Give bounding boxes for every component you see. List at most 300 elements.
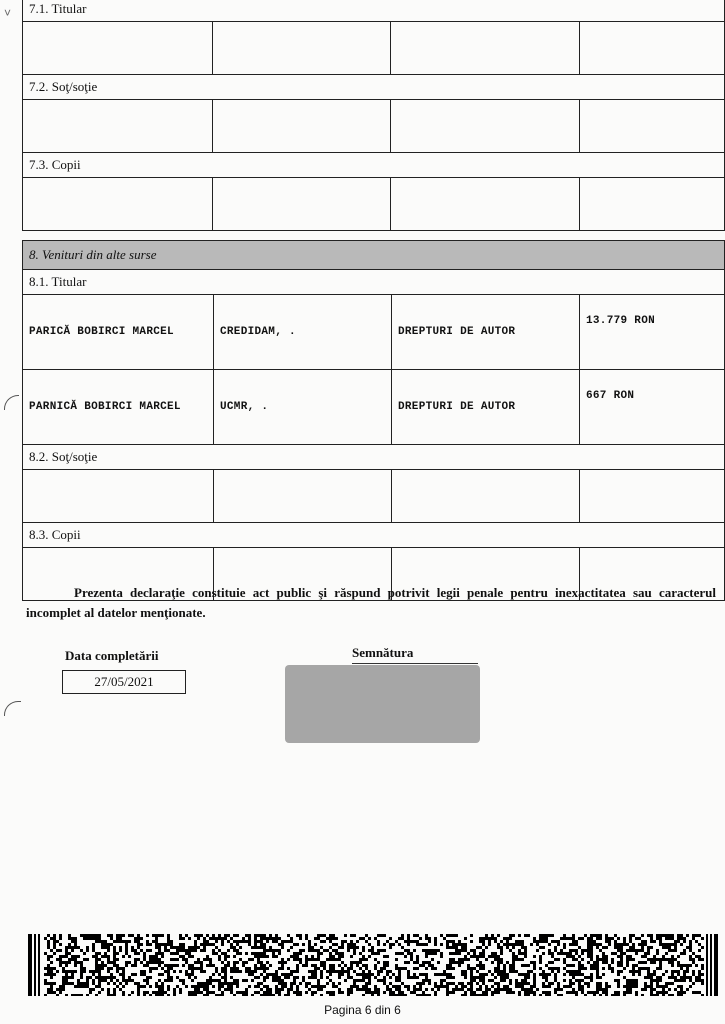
barcode-module xyxy=(620,946,623,949)
hole-punch-mark xyxy=(4,701,21,716)
barcode-module xyxy=(212,934,215,937)
barcode-module xyxy=(629,991,632,994)
barcode-module xyxy=(473,952,476,955)
barcode-module xyxy=(449,991,452,994)
barcode-module xyxy=(362,946,365,949)
barcode-module xyxy=(107,982,110,985)
barcode-module xyxy=(650,976,653,979)
barcode-module xyxy=(677,961,680,964)
barcode-module xyxy=(47,943,50,946)
barcode-module xyxy=(632,979,635,982)
barcode-module xyxy=(248,940,251,943)
barcode-module xyxy=(62,985,65,988)
barcode-module xyxy=(347,991,350,994)
barcode-module xyxy=(119,973,122,976)
barcode-module xyxy=(467,982,470,985)
barcode-module xyxy=(596,934,599,937)
barcode-module xyxy=(155,961,158,964)
barcode-module xyxy=(185,985,188,988)
barcode-module xyxy=(245,994,248,996)
barcode-module xyxy=(497,955,500,958)
barcode-module xyxy=(542,940,545,943)
barcode-module xyxy=(107,994,110,996)
barcode-module xyxy=(236,934,239,937)
barcode-module xyxy=(188,973,191,976)
barcode-module xyxy=(506,991,509,994)
barcode-module xyxy=(272,955,275,958)
barcode-module xyxy=(488,955,491,958)
barcode-module xyxy=(569,973,572,976)
barcode-module xyxy=(395,976,398,979)
barcode-module xyxy=(77,961,80,964)
barcode-module xyxy=(608,985,611,988)
barcode-module xyxy=(77,985,80,988)
barcode-module xyxy=(221,970,224,973)
barcode-module xyxy=(317,985,320,988)
barcode-module xyxy=(572,943,575,946)
barcode-module xyxy=(263,976,266,979)
barcode-module xyxy=(197,985,200,988)
barcode-module xyxy=(512,991,515,994)
barcode-module xyxy=(452,976,455,979)
barcode-module xyxy=(347,967,350,970)
barcode-module xyxy=(140,973,143,976)
barcode-module xyxy=(410,958,413,961)
barcode-module xyxy=(161,973,164,976)
barcode-module xyxy=(350,934,353,937)
barcode-module xyxy=(656,958,659,961)
barcode-module xyxy=(323,940,326,943)
barcode-module xyxy=(200,949,203,952)
barcode-module xyxy=(680,952,683,955)
section7-table xyxy=(22,0,725,231)
barcode-module xyxy=(482,994,485,996)
barcode-module xyxy=(578,985,581,988)
barcode-module xyxy=(221,985,224,988)
barcode-module xyxy=(182,955,185,958)
barcode-module xyxy=(686,988,689,991)
barcode-module xyxy=(146,961,149,964)
barcode-module xyxy=(524,976,527,979)
barcode-module xyxy=(215,952,218,955)
barcode-module xyxy=(635,985,638,988)
barcode-module xyxy=(701,964,704,967)
barcode-module xyxy=(392,985,395,988)
barcode-module xyxy=(209,937,212,940)
barcode-module xyxy=(98,973,101,976)
barcode-module xyxy=(419,973,422,976)
barcode-module xyxy=(557,952,560,955)
barcode-module xyxy=(482,991,485,994)
barcode-module xyxy=(401,991,404,994)
barcode-module xyxy=(551,955,554,958)
barcode-module xyxy=(119,937,122,940)
barcode-module xyxy=(500,958,503,961)
barcode-module xyxy=(593,994,596,996)
barcode-module xyxy=(176,946,179,949)
barcode-module xyxy=(302,949,305,952)
barcode-module xyxy=(458,949,461,952)
barcode-module xyxy=(326,991,329,994)
barcode-module xyxy=(131,934,134,937)
barcode-module xyxy=(617,994,620,996)
barcode-module xyxy=(281,985,284,988)
barcode-module xyxy=(440,979,443,982)
barcode-module xyxy=(194,991,197,994)
barcode-module xyxy=(557,970,560,973)
barcode-module xyxy=(527,982,530,985)
barcode-module xyxy=(494,991,497,994)
barcode-module xyxy=(107,991,110,994)
barcode-module xyxy=(470,967,473,970)
barcode-module xyxy=(578,961,581,964)
barcode-module xyxy=(179,991,182,994)
barcode-module xyxy=(674,940,677,943)
barcode-module xyxy=(461,985,464,988)
barcode-module xyxy=(62,982,65,985)
barcode-module xyxy=(260,940,263,943)
barcode-module xyxy=(446,964,449,967)
barcode-module xyxy=(101,940,104,943)
barcode-module xyxy=(509,982,512,985)
barcode-module xyxy=(440,934,443,937)
barcode-module xyxy=(359,937,362,940)
barcode-module xyxy=(671,934,674,937)
barcode-module xyxy=(578,979,581,982)
barcode-module xyxy=(629,946,632,949)
barcode-module xyxy=(59,943,62,946)
barcode-module xyxy=(206,940,209,943)
barcode-module xyxy=(173,991,176,994)
barcode-module xyxy=(206,943,209,946)
barcode-module xyxy=(389,994,392,996)
barcode-module xyxy=(671,994,674,996)
barcode-module xyxy=(269,991,272,994)
barcode-module xyxy=(494,967,497,970)
barcode-module xyxy=(377,961,380,964)
barcode-module xyxy=(425,955,428,958)
barcode-module xyxy=(518,991,521,994)
barcode-module xyxy=(515,940,518,943)
barcode-module xyxy=(698,973,701,976)
barcode-module xyxy=(152,934,155,937)
barcode-module xyxy=(167,943,170,946)
barcode-module xyxy=(470,982,473,985)
barcode-module xyxy=(602,967,605,970)
barcode-module xyxy=(677,934,680,937)
barcode-module xyxy=(233,982,236,985)
barcode-module xyxy=(554,958,557,961)
barcode-module xyxy=(512,970,515,973)
barcode-module xyxy=(545,991,548,994)
barcode-module xyxy=(596,961,599,964)
barcode-module xyxy=(671,973,674,976)
barcode-module xyxy=(470,976,473,979)
barcode-module xyxy=(596,970,599,973)
barcode-module xyxy=(629,985,632,988)
barcode-module xyxy=(107,949,110,952)
barcode-module xyxy=(446,994,449,996)
barcode-module xyxy=(233,955,236,958)
blank-row xyxy=(23,22,725,75)
barcode-module xyxy=(218,979,221,982)
barcode-module xyxy=(392,973,395,976)
barcode-module xyxy=(77,994,80,996)
barcode-module xyxy=(179,988,182,991)
barcode-module xyxy=(668,934,671,937)
barcode-module xyxy=(566,985,569,988)
barcode-module xyxy=(143,985,146,988)
barcode-module xyxy=(56,958,59,961)
barcode-module xyxy=(464,955,467,958)
barcode-module xyxy=(227,982,230,985)
barcode-module xyxy=(452,982,455,985)
barcode-module xyxy=(170,946,173,949)
barcode-module xyxy=(341,973,344,976)
barcode-module xyxy=(188,952,191,955)
barcode-module xyxy=(230,985,233,988)
barcode-module xyxy=(317,952,320,955)
barcode-module xyxy=(368,982,371,985)
barcode-module xyxy=(686,964,689,967)
barcode-module xyxy=(59,991,62,994)
barcode-module xyxy=(212,937,215,940)
barcode-module xyxy=(68,943,71,946)
barcode-module xyxy=(413,991,416,994)
barcode-module xyxy=(215,967,218,970)
barcode-module xyxy=(188,967,191,970)
barcode-module xyxy=(197,988,200,991)
barcode-module xyxy=(461,961,464,964)
barcode-module xyxy=(341,943,344,946)
barcode-module xyxy=(647,958,650,961)
barcode-module xyxy=(503,979,506,982)
barcode-module xyxy=(287,976,290,979)
barcode-module xyxy=(335,949,338,952)
barcode-module xyxy=(698,934,701,937)
barcode-module xyxy=(569,991,572,994)
barcode-module xyxy=(482,940,485,943)
barcode-module xyxy=(530,961,533,964)
barcode-module xyxy=(245,988,248,991)
barcode-module xyxy=(509,979,512,982)
barcode-module xyxy=(296,952,299,955)
barcode-module xyxy=(620,970,623,973)
barcode-module xyxy=(176,964,179,967)
barcode-module xyxy=(428,940,431,943)
barcode-module xyxy=(320,976,323,979)
barcode-module xyxy=(317,988,320,991)
barcode-module xyxy=(350,946,353,949)
barcode-module xyxy=(146,964,149,967)
barcode-module xyxy=(272,937,275,940)
barcode-module xyxy=(134,973,137,976)
barcode-module xyxy=(500,952,503,955)
barcode-module xyxy=(218,988,221,991)
barcode-module xyxy=(113,988,116,991)
barcode-module xyxy=(350,985,353,988)
barcode-module xyxy=(80,994,83,996)
barcode-module xyxy=(383,961,386,964)
barcode-module xyxy=(338,976,341,979)
barcode-module xyxy=(539,973,542,976)
barcode-module xyxy=(446,934,449,937)
barcode-module xyxy=(617,964,620,967)
barcode-module xyxy=(131,949,134,952)
barcode-module xyxy=(203,937,206,940)
barcode-module xyxy=(323,964,326,967)
barcode-module xyxy=(434,994,437,996)
barcode-module xyxy=(674,949,677,952)
barcode-module xyxy=(161,955,164,958)
barcode-module xyxy=(362,955,365,958)
barcode-module xyxy=(671,943,674,946)
barcode-module xyxy=(266,985,269,988)
barcode-module xyxy=(533,955,536,958)
barcode-module xyxy=(269,988,272,991)
barcode-module xyxy=(482,937,485,940)
barcode-module xyxy=(404,955,407,958)
barcode-module xyxy=(473,967,476,970)
barcode-module xyxy=(122,955,125,958)
barcode-module xyxy=(179,949,182,952)
barcode-module xyxy=(596,964,599,967)
barcode-module xyxy=(110,943,113,946)
barcode-module xyxy=(236,970,239,973)
barcode-module xyxy=(593,991,596,994)
barcode-module xyxy=(209,991,212,994)
barcode-module xyxy=(53,973,56,976)
barcode-module xyxy=(617,955,620,958)
barcode-module xyxy=(551,934,554,937)
barcode-module xyxy=(167,994,170,996)
barcode-module xyxy=(467,964,470,967)
barcode-module xyxy=(665,934,668,937)
barcode-module xyxy=(245,934,248,937)
barcode-module xyxy=(281,940,284,943)
holder-name: PARICĂ BOBIRCI MARCEL xyxy=(23,295,214,370)
barcode-module xyxy=(137,940,140,943)
barcode-module xyxy=(275,940,278,943)
barcode-module xyxy=(626,985,629,988)
barcode-module xyxy=(350,961,353,964)
barcode-module xyxy=(689,943,692,946)
barcode-module xyxy=(383,991,386,994)
barcode-module xyxy=(401,946,404,949)
barcode-module xyxy=(386,973,389,976)
blank-row xyxy=(23,178,725,231)
barcode-module xyxy=(644,988,647,991)
barcode-module xyxy=(533,979,536,982)
barcode-module xyxy=(305,934,308,937)
barcode-module xyxy=(233,946,236,949)
barcode-module xyxy=(230,946,233,949)
barcode-module xyxy=(614,940,617,943)
barcode-module xyxy=(689,949,692,952)
barcode-module xyxy=(644,955,647,958)
barcode-module xyxy=(320,961,323,964)
barcode-module xyxy=(272,949,275,952)
barcode-module xyxy=(263,934,266,937)
barcode-module xyxy=(224,967,227,970)
barcode-module xyxy=(497,958,500,961)
barcode-module xyxy=(257,952,260,955)
barcode-module xyxy=(44,952,47,955)
barcode-module xyxy=(497,961,500,964)
barcode-module xyxy=(230,967,233,970)
barcode-module xyxy=(185,970,188,973)
barcode-module xyxy=(539,934,542,937)
service-type: DREPTURI DE AUTOR xyxy=(392,370,580,445)
barcode-module xyxy=(452,946,455,949)
barcode-module xyxy=(335,952,338,955)
barcode-module xyxy=(413,973,416,976)
barcode-module xyxy=(479,961,482,964)
barcode-module xyxy=(95,940,98,943)
barcode-module xyxy=(692,970,695,973)
barcode-module xyxy=(134,964,137,967)
barcode-module xyxy=(272,994,275,996)
barcode-module xyxy=(461,946,464,949)
barcode-module xyxy=(443,937,446,940)
barcode-module xyxy=(50,955,53,958)
barcode-module xyxy=(209,982,212,985)
barcode-module xyxy=(521,958,524,961)
row-label-8-2: 8.2. Soţ/soţie xyxy=(23,445,725,470)
barcode-module xyxy=(68,976,71,979)
barcode-module xyxy=(179,937,182,940)
barcode-module xyxy=(287,988,290,991)
barcode-module xyxy=(377,973,380,976)
barcode-module xyxy=(239,970,242,973)
barcode-module xyxy=(635,979,638,982)
barcode-module xyxy=(356,973,359,976)
barcode-module xyxy=(341,991,344,994)
barcode-module xyxy=(449,964,452,967)
barcode-module xyxy=(155,946,158,949)
barcode-module xyxy=(71,937,74,940)
barcode-module xyxy=(461,949,464,952)
barcode-module xyxy=(398,979,401,982)
barcode-module xyxy=(401,937,404,940)
barcode-module xyxy=(203,988,206,991)
barcode-module xyxy=(518,940,521,943)
barcode-module xyxy=(296,934,299,937)
barcode-module xyxy=(224,973,227,976)
barcode-module xyxy=(65,952,68,955)
barcode-module xyxy=(200,970,203,973)
barcode-module xyxy=(287,991,290,994)
barcode-module xyxy=(518,958,521,961)
barcode-module xyxy=(671,976,674,979)
barcode-module xyxy=(275,973,278,976)
barcode-module xyxy=(167,970,170,973)
barcode-module xyxy=(47,970,50,973)
barcode-module xyxy=(659,967,662,970)
barcode-module xyxy=(485,973,488,976)
barcode-module xyxy=(542,937,545,940)
barcode-module xyxy=(578,937,581,940)
barcode-module xyxy=(317,934,320,937)
barcode-module xyxy=(353,979,356,982)
barcode-module xyxy=(452,991,455,994)
barcode-module xyxy=(500,988,503,991)
barcode-module xyxy=(395,958,398,961)
table-row xyxy=(23,370,725,445)
barcode-module xyxy=(590,946,593,949)
barcode-module xyxy=(359,967,362,970)
barcode-module xyxy=(497,985,500,988)
